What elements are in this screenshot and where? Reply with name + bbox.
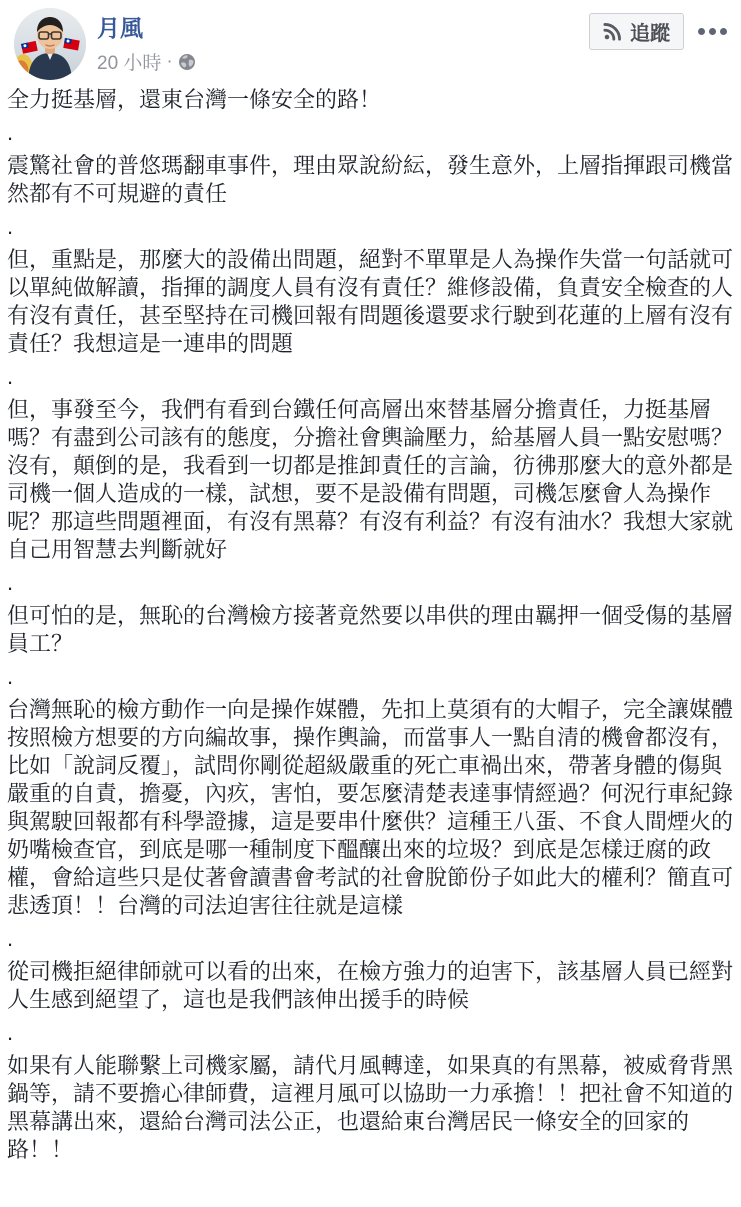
post-paragraph: 如果有人能聯繫上司機家屬，請代月風轉達，如果真的有黑幕，被威脅背黑鍋等，請不要擔心律師費，這裡月風可以協助一力承擔！！把社會不知道的黑幕講出來，還給台灣司法公正，也還給東台灣居民一條安全的回家的路！！ [7, 1053, 734, 1162]
post-paragraph: 但可怕的是，無恥的台灣檢方接著竟然要以串供的理由羈押一個受傷的基層員工？ [7, 603, 734, 656]
post-body [0, 84, 741, 1187]
post-meta [97, 48, 589, 75]
globe-icon [178, 53, 196, 71]
meta-separator: · [166, 50, 173, 72]
timestamp-link[interactable]: 20 小時 [97, 53, 162, 75]
author-link[interactable]: 月風 [97, 15, 143, 41]
rss-icon [603, 22, 622, 41]
ellipsis-icon [698, 28, 705, 35]
follow-button[interactable] [589, 13, 684, 50]
post-paragraph: . [7, 364, 14, 389]
post-paragraph: . [7, 664, 14, 689]
profile-photo [14, 8, 86, 80]
post-paragraph: . [7, 120, 14, 145]
post-paragraph: 全力挺基層，還東台灣一條安全的路！ [7, 87, 382, 112]
header-actions [589, 8, 729, 50]
post-paragraph: 但，事發至今，我們有看到台鐵任何高層出來替基層分擔責任，力挺基層嗎？有盡到公司該有的態度，分擔社會輿論壓力，給基層人員一點安慰嗎？沒有，顛倒的是，我看到一切都是推卸責任的言論，彷彿那麼大的意外都是司機一個人造成的一樣，試想，要不是設備有問題，司機怎麼會人為操作呢？那這些問題裡面，有沒有黑幕？有沒有利益？有沒有油水？我想大家就自己用智慧去判斷就好 [7, 397, 734, 562]
header-meta [97, 8, 589, 75]
post-paragraph: . [7, 214, 14, 239]
avatar[interactable] [14, 8, 86, 80]
post-paragraph: 但，重點是，那麼大的設備出問題，絕對不單單是人為操作失當一句話就可以單純做解讀，指揮的調度人員有沒有責任？維修設備，負責安全檢查的人有沒有責任，甚至堅持在司機回報有問題後還要求行駛到花蓮的上層有沒有責任？我想這是一連串的問題 [7, 247, 734, 356]
post-header [0, 0, 741, 84]
post-paragraph: 台灣無恥的檢方動作一向是操作媒體，先扣上莫須有的大帽子，完全讓媒體按照檢方想要的方向編故事，操作輿論，而當事人一點自清的機會都沒有，比如「說詞反覆」，試問你剛從超級嚴重的死亡車禍出來，帶著身體的傷與嚴重的自責，擔憂，內疚，害怕，要怎麼清楚表達事情經過？何況行車紀錄與駕駛回報都有科學證據，這是要串什麼供？這種王八蛋、不食人間煙火的奶嘴檢查官，到底是哪一種制度下醞釀出來的垃圾？到底是怎樣迂腐的政權，會給這些只是仗著會讀書會考試的社會脫節份子如此大的權利？簡直可悲透頂！！台灣的司法迫害往往就是這樣 [7, 697, 734, 918]
post-paragraph: . [7, 926, 14, 951]
more-options-button[interactable] [696, 22, 729, 41]
post-paragraph: 震驚社會的普悠瑪翻車事件，理由眾說紛紜，發生意外，上層指揮跟司機當然都有不可規避的責任 [7, 153, 734, 206]
post-paragraph: 從司機拒絕律師就可以看的出來，在檢方強力的迫害下，該基層人員已經對人生感到絕望了，這也是我們該伸出援手的時候 [7, 959, 734, 1012]
post-paragraph: . [7, 1020, 14, 1045]
post-paragraph: . [7, 570, 14, 595]
follow-button-label: 追蹤 [630, 23, 670, 45]
